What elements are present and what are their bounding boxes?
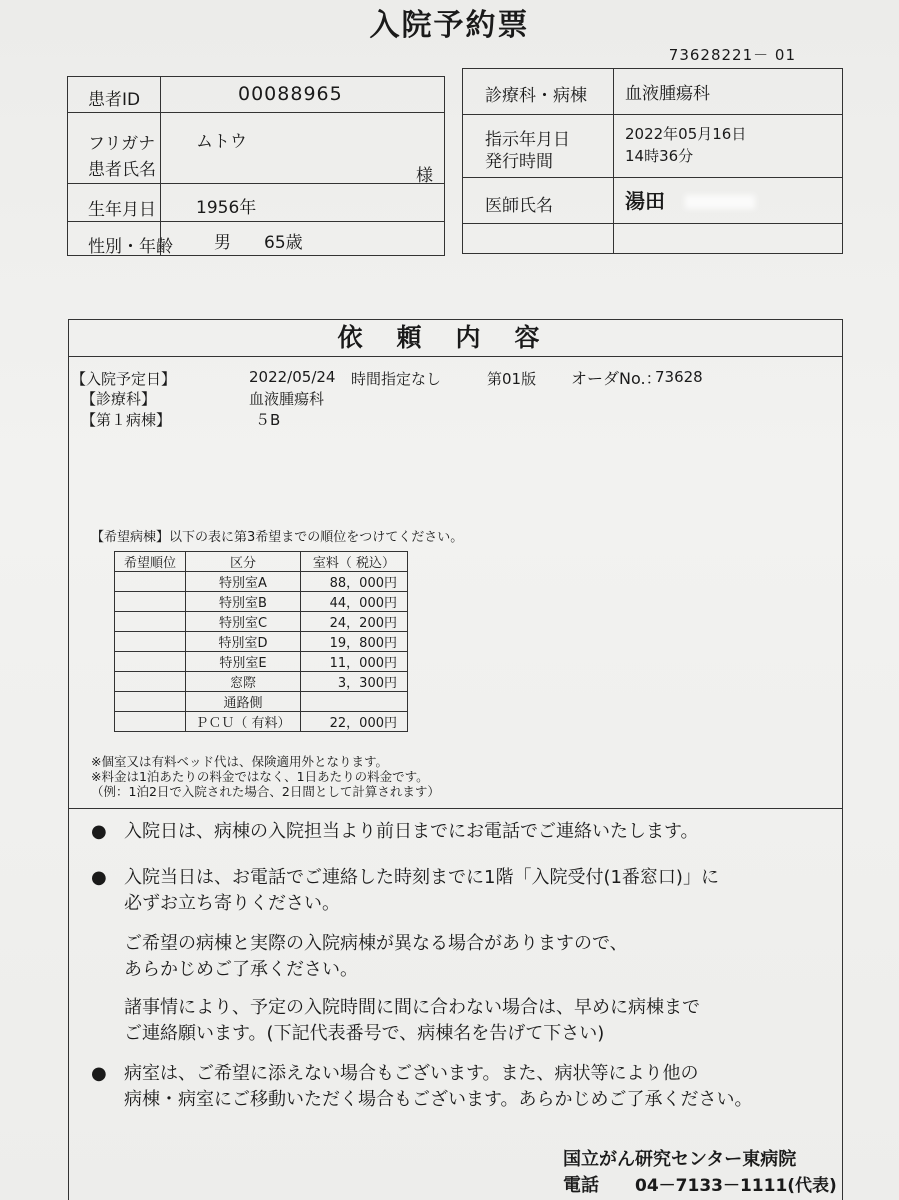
phone-label: 電話 <box>563 1175 599 1196</box>
birth-label: 生年月日 <box>88 200 156 220</box>
furigana-label: フリガナ <box>88 134 156 154</box>
room-type: 特別室D <box>186 632 301 652</box>
issue-time-value: 14時36分 <box>625 147 694 165</box>
table-row <box>115 612 408 632</box>
order-date-label: 指示年月日 <box>485 130 570 150</box>
note-line: ※料金は1泊あたりの料金ではなく、1日あたりの料金です。 <box>91 769 429 784</box>
issue-time-label: 発行時間 <box>485 152 553 172</box>
room-fee: 88，000円 <box>301 572 408 592</box>
age-value: 65歳 <box>264 233 303 253</box>
table-header-row <box>115 552 408 572</box>
phone-value: 04－7133－1111(代表) <box>635 1176 837 1196</box>
rank-cell[interactable] <box>115 572 186 592</box>
ward-value: ５B <box>255 411 281 429</box>
notice-section <box>68 808 843 1200</box>
room-fee: 24，200円 <box>301 612 408 632</box>
order-no-label: オーダNo.： <box>571 369 662 388</box>
doctor-label: 医師氏名 <box>485 196 553 216</box>
header-fee: 室料（ 税込） <box>301 552 408 572</box>
notice-item: 病室は、ご希望に添えない場合もございます。また、病状等により他の 病棟・病室にご移動いただく場合もございます。あらかじめご了承ください。 <box>124 1063 753 1110</box>
room-fee: 44，000円 <box>301 592 408 612</box>
note-line: （例：1泊2日で入院された場合、2日間として計算されます） <box>91 784 440 799</box>
hospital-name: 国立がん研究センター東病院 <box>563 1149 797 1170</box>
room-fee: 22，000円 <box>301 712 408 732</box>
bullet-icon: ● <box>91 867 107 888</box>
room-type: ＰＣＵ（ 有料） <box>186 712 301 732</box>
furigana-value: ムトウ <box>196 132 247 152</box>
fee-notes <box>91 754 440 799</box>
doctor-value: 湯田 <box>625 189 665 213</box>
bullet-icon: ● <box>91 1063 107 1084</box>
table-row <box>115 572 408 592</box>
sex-value: 男 <box>214 233 231 253</box>
name-suffix: 様 <box>416 166 433 186</box>
time-note: 時間指定なし <box>351 370 442 388</box>
notice-item: 入院当日は、お電話でご連絡した時刻までに1階「入院受付(1番窓口)」に 必ずお立ち寄りください。 <box>124 867 719 914</box>
sex-age-label: 性別・年齢 <box>88 237 173 257</box>
order-info-box <box>462 68 843 254</box>
birth-value: 1956年 <box>196 198 257 218</box>
rank-cell[interactable] <box>115 692 186 712</box>
room-fee: 11，000円 <box>301 652 408 672</box>
request-dept-value: 血液腫瘍科 <box>249 390 325 408</box>
room-type: 特別室E <box>186 652 301 672</box>
rank-cell[interactable] <box>115 632 186 652</box>
notice-item: 入院日は、病棟の入院担当より前日までにお電話でご連絡いたします。 <box>124 821 699 842</box>
rank-cell[interactable] <box>115 712 186 732</box>
patient-name-label: 患者氏名 <box>88 160 156 180</box>
dept-label: 診療科・病棟 <box>485 86 587 106</box>
document-number: 73628221－ 01 <box>668 46 796 64</box>
patient-info-box <box>67 76 445 256</box>
notice-item: ご希望の病棟と実際の入院病棟が異なる場合がありますので、 あらかじめご了承ください。 <box>124 933 628 980</box>
rank-cell[interactable] <box>115 592 186 612</box>
request-section-title: 依頼内容 <box>337 323 574 352</box>
room-type: 特別室B <box>186 592 301 612</box>
rank-cell[interactable] <box>115 652 186 672</box>
ward-label: 【第１病棟】 <box>81 411 172 429</box>
header-rank: 希望順位 <box>115 552 186 572</box>
order-date-value: 2022年05月16日 <box>625 125 747 143</box>
room-fee <box>301 692 408 712</box>
note-line: ※個室又は有料ベッド代は、保険適用外となります。 <box>91 754 388 769</box>
room-fee: 19，800円 <box>301 632 408 652</box>
room-type: 窓際 <box>186 672 301 692</box>
rank-cell[interactable] <box>115 612 186 632</box>
table-row <box>115 672 408 692</box>
document-title: 入院予約票 <box>369 8 530 43</box>
request-section <box>68 319 843 809</box>
table-row <box>115 712 408 732</box>
room-preference-table <box>114 551 408 732</box>
bullet-icon: ● <box>91 821 107 842</box>
table-row <box>115 592 408 612</box>
table-row <box>115 632 408 652</box>
request-dept-label: 【診療科】 <box>81 390 157 408</box>
dept-value: 血液腫瘍科 <box>625 84 710 104</box>
room-type: 特別室C <box>186 612 301 632</box>
room-type: 通路側 <box>186 692 301 712</box>
rank-cell[interactable] <box>115 672 186 692</box>
table-row <box>115 652 408 672</box>
room-type: 特別室A <box>186 572 301 592</box>
room-fee: 3，300円 <box>301 672 408 692</box>
redaction-blur <box>685 195 755 209</box>
notice-item: 諸事情により、予定の入院時間に間に合わない場合は、早めに病棟まで ご連絡願います。(下記代表番号で、病棟名を告げて下さい) <box>124 997 700 1044</box>
patient-id-label: 患者ID <box>88 90 141 110</box>
table-row <box>115 692 408 712</box>
patient-id-value: 00088965 <box>238 83 343 105</box>
admit-date-label: 【入院予定日】 <box>71 370 177 388</box>
order-no-value: 73628 <box>655 368 703 386</box>
header-type: 区分 <box>186 552 301 572</box>
preference-note: 【希望病棟】以下の表に第3希望までの順位をつけてください。 <box>91 530 464 545</box>
version: 第01版 <box>487 370 537 388</box>
admit-date-value: 2022/05/24 <box>249 368 336 386</box>
